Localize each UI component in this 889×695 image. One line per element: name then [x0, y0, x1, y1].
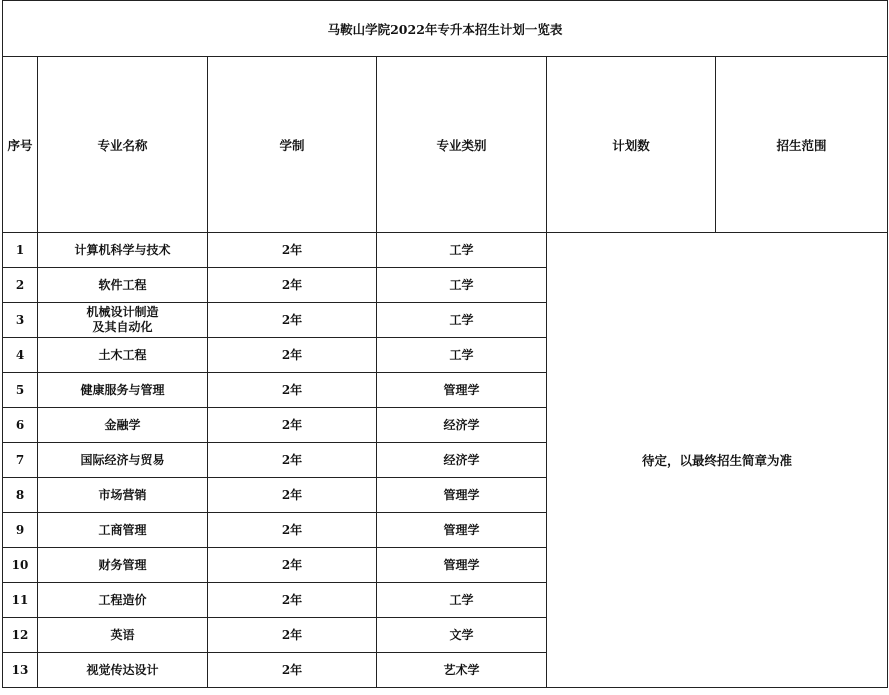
row-duration: 2年 [208, 618, 377, 653]
row-category: 工学 [377, 233, 547, 268]
title-row [3, 1, 888, 57]
row-category: 工学 [377, 583, 547, 618]
row-major [38, 303, 208, 338]
header-major: 专业名称 [38, 57, 208, 233]
row-major: 财务管理 [38, 548, 208, 583]
row-major: 国际经济与贸易 [38, 443, 208, 478]
row-major: 软件工程 [38, 268, 208, 303]
table-title: 马鞍山学院2022年专升本招生计划一览表 [3, 1, 888, 57]
row-duration: 2年 [208, 408, 377, 443]
row-category: 管理学 [377, 373, 547, 408]
row-category: 艺术学 [377, 653, 547, 688]
row-index: 5 [3, 373, 38, 408]
row-major: 金融学 [38, 408, 208, 443]
header-plan-count: 计划数 [547, 57, 716, 233]
merged-note-cell: 待定，以最终招生简章为准 [547, 233, 888, 688]
row-duration: 2年 [208, 513, 377, 548]
row-major: 视觉传达设计 [38, 653, 208, 688]
row-major: 计算机科学与技术 [38, 233, 208, 268]
row-category: 管理学 [377, 513, 547, 548]
row-duration: 2年 [208, 443, 377, 478]
row-index: 6 [3, 408, 38, 443]
row-index: 3 [3, 303, 38, 338]
row-duration: 2年 [208, 268, 377, 303]
row-major-line2: 及其自动化 [92, 320, 153, 334]
row-index: 1 [3, 233, 38, 268]
row-index: 7 [3, 443, 38, 478]
row-duration: 2年 [208, 303, 377, 338]
row-index: 10 [3, 548, 38, 583]
header-scope: 招生范围 [716, 57, 888, 233]
row-major: 工商管理 [38, 513, 208, 548]
row-duration: 2年 [208, 548, 377, 583]
row-index: 13 [3, 653, 38, 688]
row-index: 11 [3, 583, 38, 618]
row-duration: 2年 [208, 373, 377, 408]
row-category: 文学 [377, 618, 547, 653]
row-index: 9 [3, 513, 38, 548]
row-major: 英语 [38, 618, 208, 653]
row-category: 管理学 [377, 548, 547, 583]
header-category: 专业类别 [377, 57, 547, 233]
row-major: 健康服务与管理 [38, 373, 208, 408]
row-category: 工学 [377, 268, 547, 303]
header-duration: 学制 [208, 57, 377, 233]
row-index: 4 [3, 338, 38, 373]
row-category: 工学 [377, 303, 547, 338]
row-duration: 2年 [208, 583, 377, 618]
row-index: 8 [3, 478, 38, 513]
header-index: 序号 [3, 57, 38, 233]
row-duration: 2年 [208, 653, 377, 688]
row-category: 管理学 [377, 478, 547, 513]
row-major: 土木工程 [38, 338, 208, 373]
row-duration: 2年 [208, 478, 377, 513]
row-major-line1: 机械设计制造 [86, 305, 159, 319]
row-major: 工程造价 [38, 583, 208, 618]
row-index: 12 [3, 618, 38, 653]
row-major: 市场营销 [38, 478, 208, 513]
row-duration: 2年 [208, 233, 377, 268]
table-row [3, 233, 888, 268]
row-duration: 2年 [208, 338, 377, 373]
row-index: 2 [3, 268, 38, 303]
row-category: 经济学 [377, 408, 547, 443]
row-category: 工学 [377, 338, 547, 373]
header-row [3, 57, 888, 233]
enrollment-plan-table [2, 0, 888, 688]
row-category: 经济学 [377, 443, 547, 478]
